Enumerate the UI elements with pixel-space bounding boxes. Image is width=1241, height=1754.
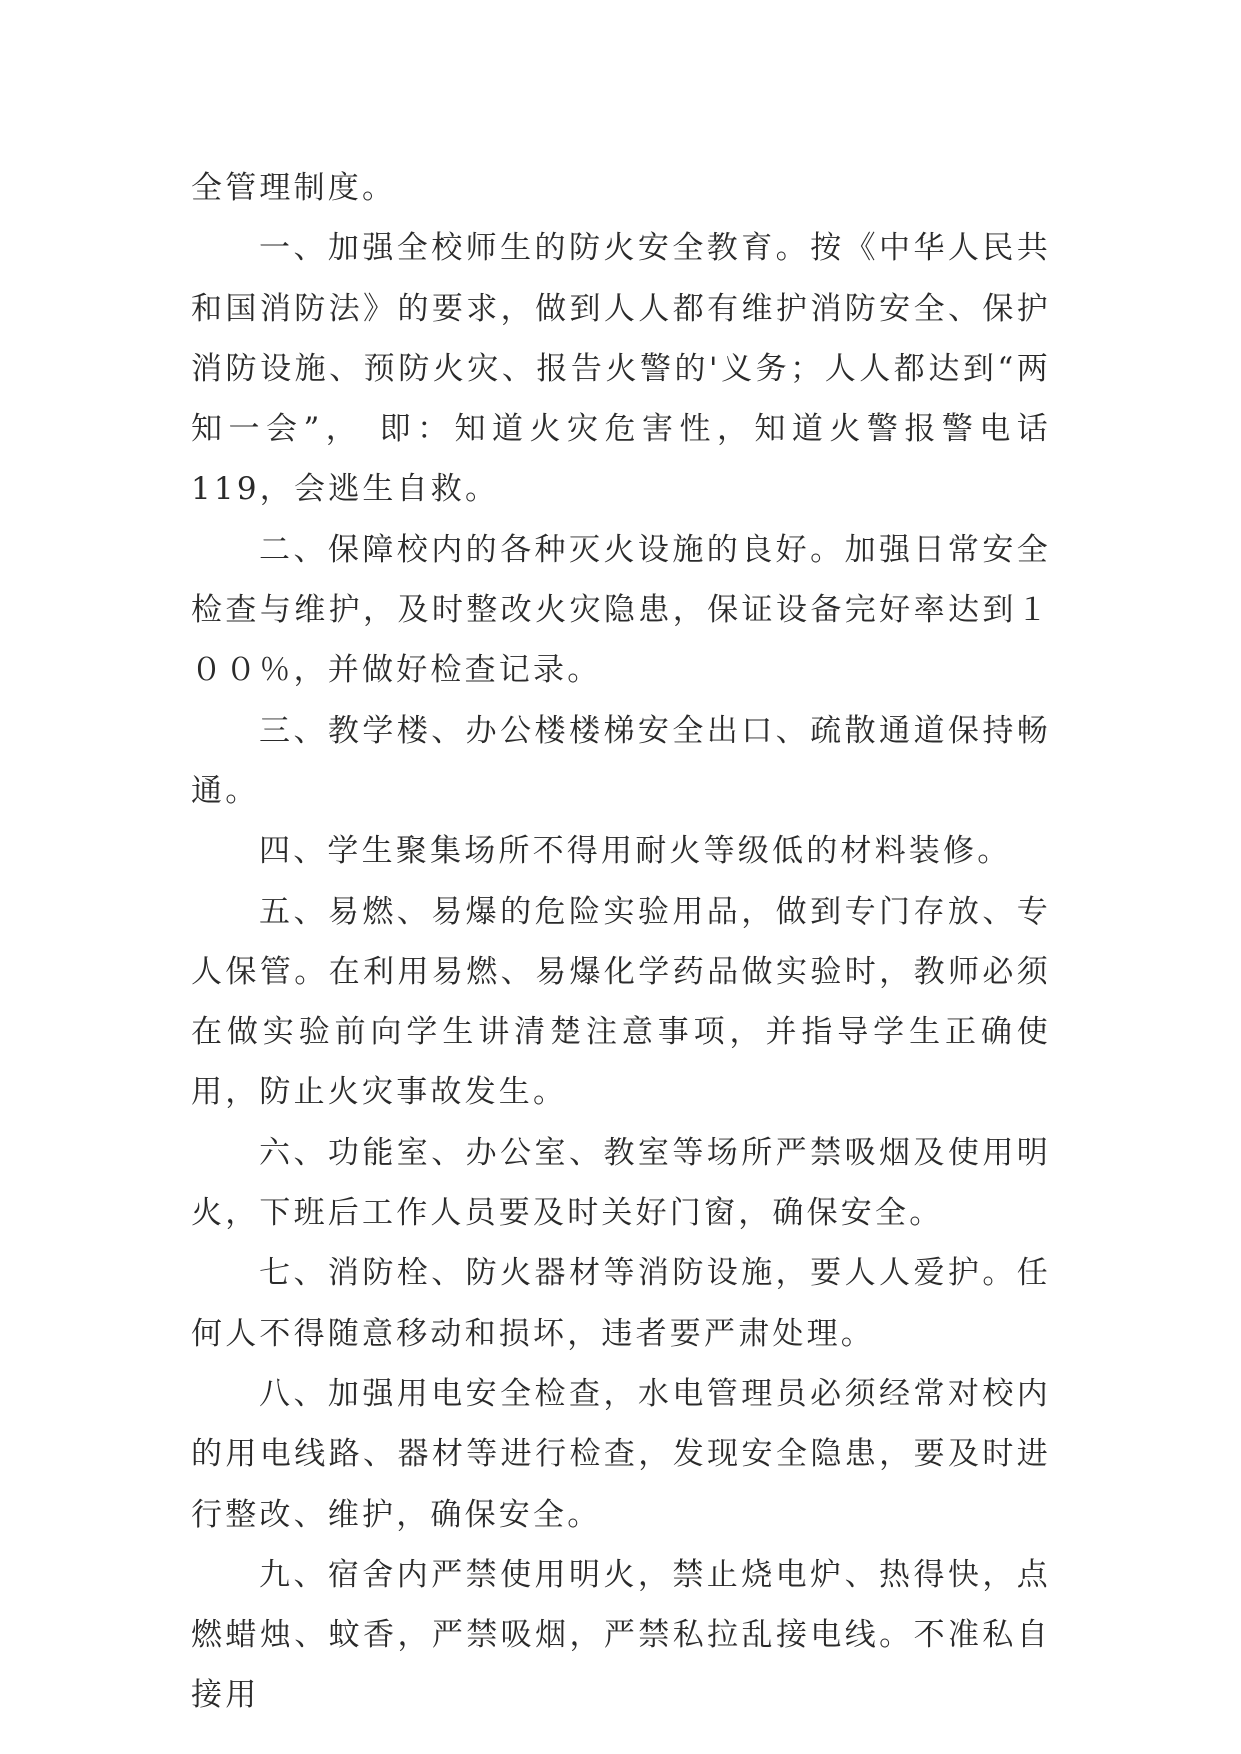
paragraph-item-7: 七、消防栓、防火器材等消防设施，要人人爱护。任何人不得随意移动和损坏，违者要严肃处理。 [191, 1255, 1051, 1352]
paragraph-continuation: 全管理制度。 [191, 170, 397, 206]
paragraph-item-6: 六、功能室、办公室、教室等场所严禁吸烟及使用明火，下班后工作人员要及时关好门窗，确保安全。 [191, 1134, 1051, 1232]
paragraph-item-8: 八、加强用电安全检查，水电管理员必须经常对校内的用电线路、器材等进行检查，发现安全隐患，要及时进行整改、维护，确保安全。 [191, 1375, 1051, 1533]
paragraph-item-9: 九、宿舍内严禁使用明火，禁止烧电炉、热得快，点燃蜡烛、蚊香，严禁吸烟，严禁私拉乱接电线。不准私自接用 [191, 1556, 1051, 1714]
paragraph-item-5: 五、易燃、易爆的危险实验用品，做到专门存放、专人保管。在利用易燃、易爆化学药品做实验时，教师必须在做实验前向学生讲清楚注意事项，并指导学生正确使用，防止火灾事故发生。 [191, 893, 1051, 1111]
paragraph-item-3: 三、教学楼、办公楼楼梯安全出口、疏散通道保持畅通。 [191, 712, 1051, 809]
paragraph-item-4: 四、学生聚集场所不得用耐火等级低的材料装修。 [259, 833, 1012, 870]
paragraph-item-2: 二、保障校内的各种灭火设施的良好。加强日常安全检查与维护，及时整改火灾隐患，保证设备完好率达到１００％，并做好检查记录。 [191, 531, 1051, 689]
document-body [191, 158, 1051, 1726]
paragraph-item-1: 一、加强全校师生的防火安全教育。按《中华人民共和国消防法》的要求，做到人人都有维护消防安全、保护消防设施、预防火灾、报告火警的'义务；人人都达到“两知一会”， 即：知道火灾危害性，知道火警报警电话119，会逃生自救。 [191, 230, 1051, 508]
